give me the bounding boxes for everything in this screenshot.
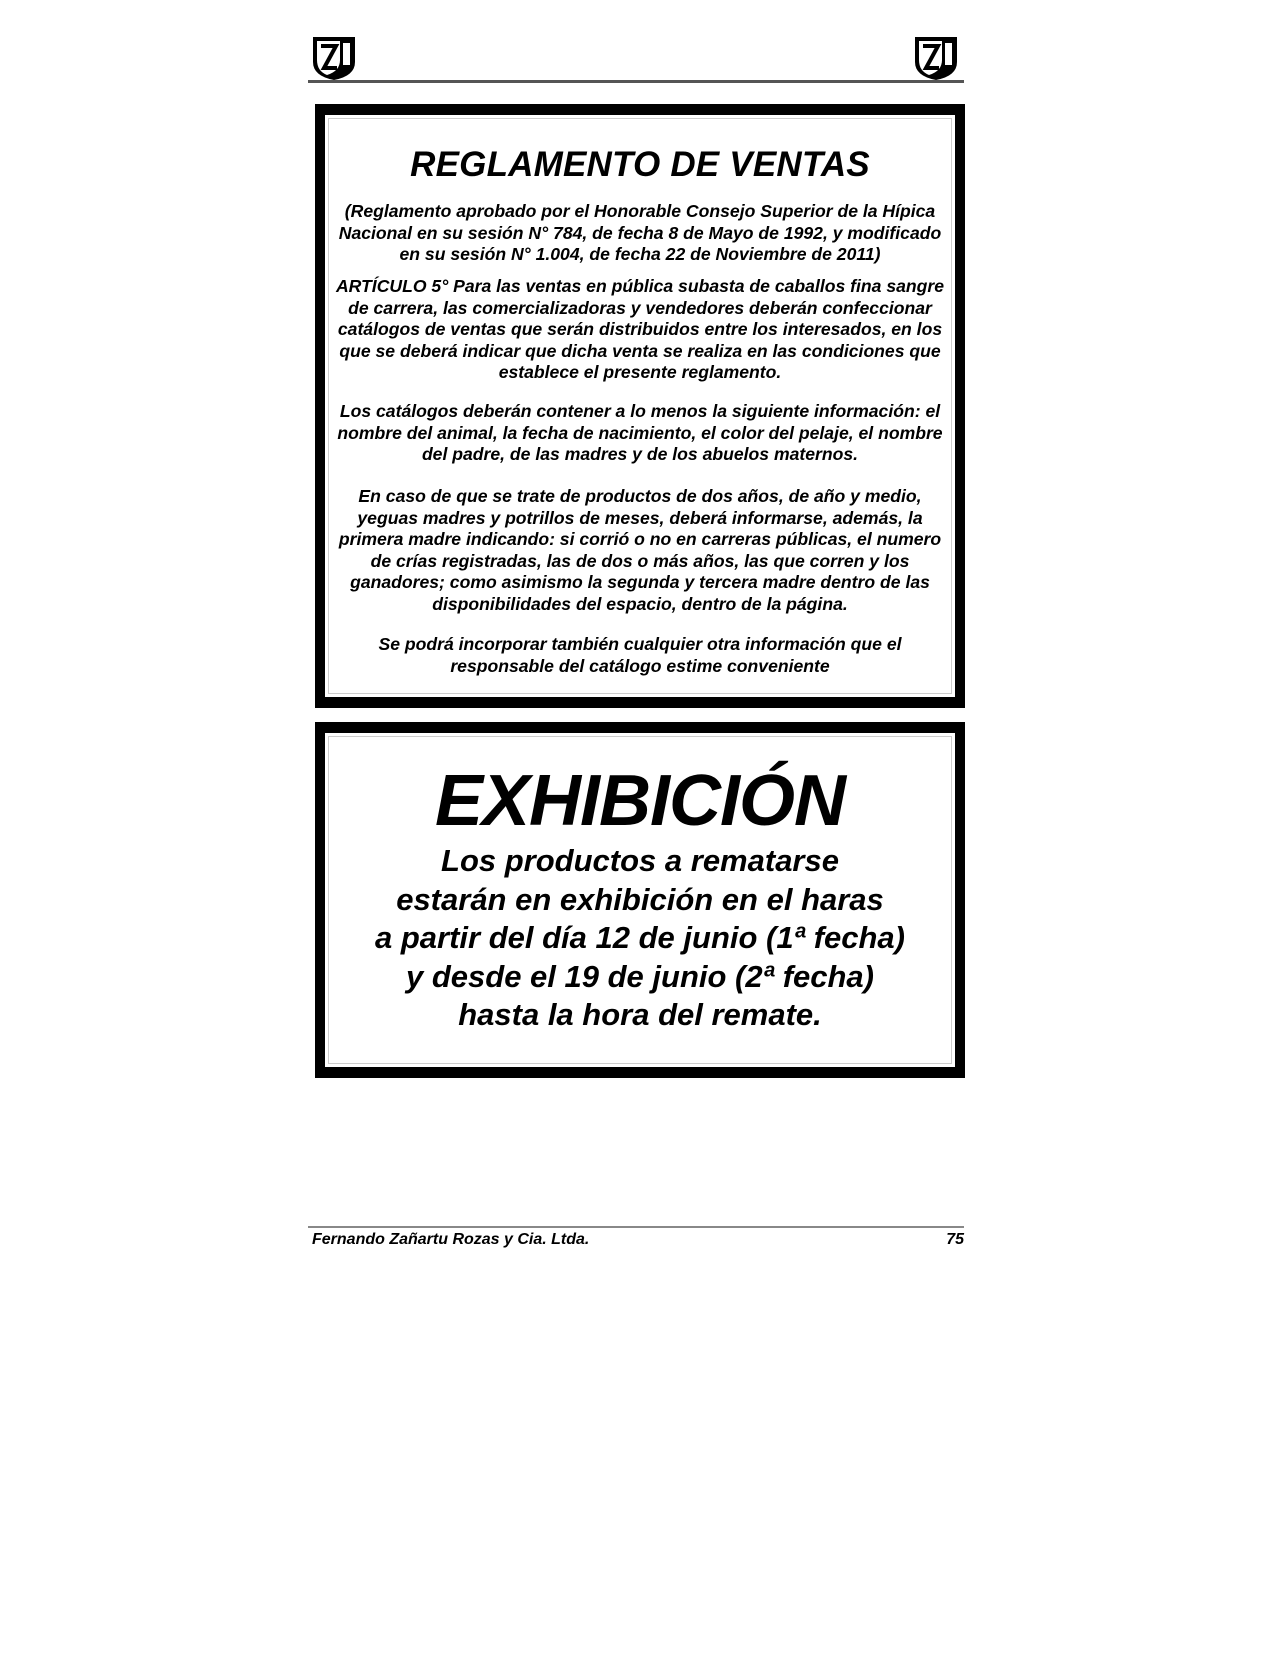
exhibicion-box xyxy=(315,722,965,1078)
reglamento-optional-info: Se podrá incorporar también cualquier otra información que el responsable del catálogo estime conveniente xyxy=(378,634,902,676)
footer-company: Fernando Zañartu Rozas y Cia. Ltda. xyxy=(312,1231,590,1248)
footer-rule xyxy=(308,1226,964,1228)
fz-shield-logo-icon xyxy=(310,34,358,82)
reglamento-box xyxy=(315,104,965,708)
exhibicion-line: hasta la hora del remate. xyxy=(458,997,822,1032)
exhibicion-line: y desde el 19 de junio (2ª fecha) xyxy=(405,958,874,994)
page-number: 75 xyxy=(946,1231,964,1248)
reglamento-title: REGLAMENTO DE VENTAS xyxy=(410,145,870,184)
reglamento-approval-note: (Reglamento aprobado por el Honorable Consejo Superior de la Hípica Nacional en su sesión N° 784, de fecha 8 de Mayo de 1992, y modificado en su sesión N° 1.004, de fecha 22 de Noviembre de 2011) xyxy=(338,201,942,265)
header-rule xyxy=(308,80,964,83)
reglamento-catalog-contents: Los catálogos deberán contener a lo menos la siguiente información: el nombre del animal, la fecha de nacimiento, el color del pelaje, el nombre del padre, de las madres y de los abuelos maternos. xyxy=(337,401,943,465)
reglamento-article-5: ARTÍCULO 5° Para las ventas en pública subasta de caballos fina sangre de carrera, las comercializadoras y vendedores deberán confeccionar catálogos de ventas que serán distribuidos entre los interesados, en los que se deberá indicar que dicha venta se realiza en las condiciones que establece el presente reglamento. xyxy=(335,276,945,383)
exhibicion-text xyxy=(325,842,955,1035)
fz-shield-logo-icon xyxy=(912,34,960,82)
exhibicion-line: estarán en exhibición en el haras xyxy=(396,881,884,917)
exhibicion-title: EXHIBICIÓN xyxy=(434,761,846,841)
reglamento-additional-info: En caso de que se trate de productos de dos años, de año y medio, yeguas madres y potrillos de meses, deberá informarse, además, la primera madre indicando: si corrió o no en carreras públicas, el numero de crías registradas, las de dos o más años, las que corren y los ganadores; como asimismo la segunda y tercera madre dentro de las disponibilidades del espacio, dentro de la página. xyxy=(338,486,942,614)
exhibicion-line: a partir del día 12 de junio (1ª fecha) xyxy=(375,920,905,955)
exhibicion-line: Los productos a rematarse xyxy=(441,843,839,878)
